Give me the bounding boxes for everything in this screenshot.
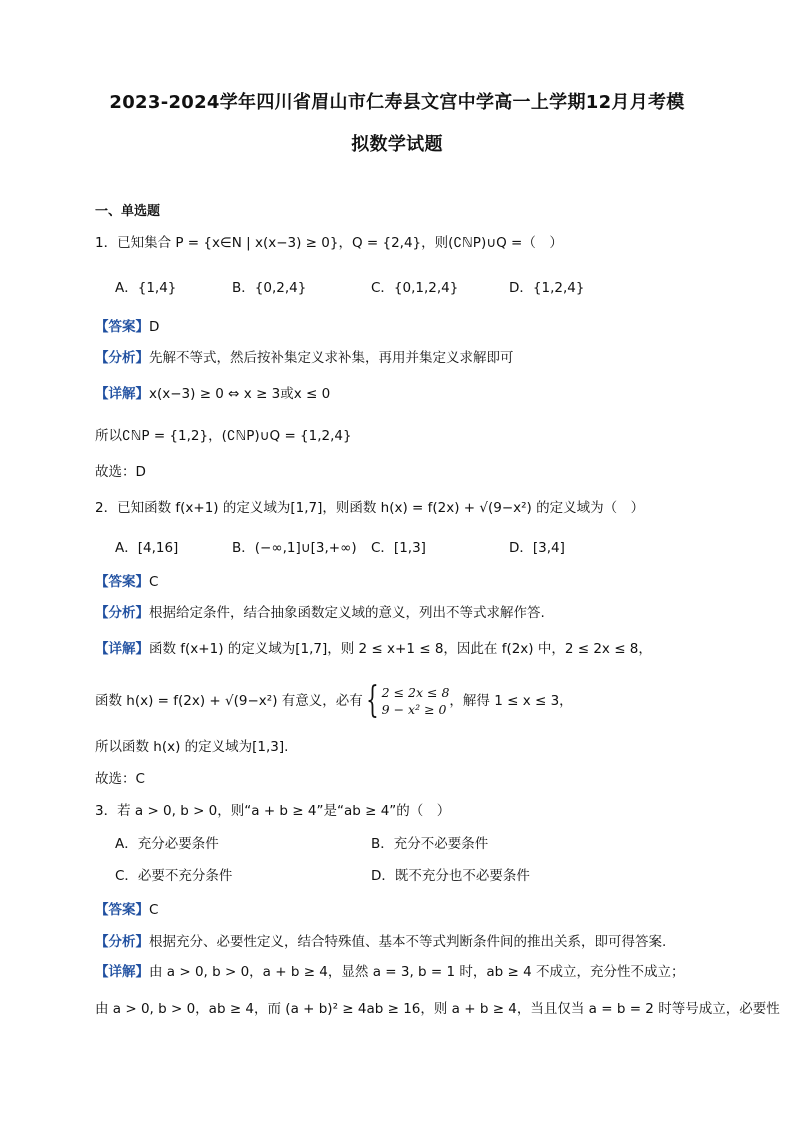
- question-1-stem: 1．已知集合 P = {x∈N | x(x−3) ≥ 0}，Q = {2,4}，则(∁ℕP)∪Q =（ ）: [95, 235, 563, 251]
- system-row-2: 9 − x² ≥ 0: [381, 702, 447, 717]
- answer-label: 【答案】: [95, 574, 149, 590]
- question-2-option-b: B．(−∞,1]∪[3,+∞): [232, 540, 357, 556]
- question-1-answer-row: [95, 317, 159, 337]
- detail-label: 【详解】: [95, 386, 149, 402]
- question-2-choose-row: [95, 769, 145, 789]
- inequality-system: [382, 684, 450, 718]
- question-3-option-a: A．充分必要条件: [115, 836, 219, 852]
- question-1-option-a: A．{1,4}: [115, 280, 177, 296]
- question-3-answer: C: [149, 902, 159, 918]
- question-2-detail-row: [95, 639, 652, 659]
- question-2-conclusion: 所以函数 h(x) 的定义域为[1,3].: [95, 739, 289, 755]
- question-1-choice: D: [135, 464, 146, 480]
- question-2-system-line: [95, 681, 573, 721]
- question-3-analysis: 根据充分、必要性定义，结合特殊值、基本不等式判断条件间的推出关系，即可得答案.: [149, 934, 667, 950]
- question-2-choice: C: [135, 771, 145, 787]
- analysis-label: 【分析】: [95, 350, 149, 366]
- brace-symbol: {: [365, 680, 379, 721]
- question-1-option-d: D．{1,2,4}: [509, 280, 585, 296]
- question-2-option-d: D．[3,4]: [509, 540, 565, 556]
- question-2-system-post: ，解得 1 ≤ x ≤ 3，: [449, 693, 573, 709]
- system-row-1: 2 ≤ 2x ≤ 8: [381, 685, 450, 700]
- question-1-analysis: 先解不等式，然后按补集定义求补集，再用并集定义求解即可: [149, 350, 514, 366]
- question-3-option-b: B．充分不必要条件: [371, 836, 489, 852]
- question-2-system-pre: 函数 h(x) = f(2x) + √(9−x²) 有意义，必有: [95, 693, 363, 709]
- question-2-analysis: 根据给定条件，结合抽象函数定义域的意义，列出不等式求解作答.: [149, 605, 545, 621]
- question-3-stem: 3．若 a > 0, b > 0，则“a + b ≥ 4”是“ab ≥ 4”的（ ）: [95, 803, 451, 819]
- document-title-line-1: 2023-2024学年四川省眉山市仁寿县文宫中学高一上学期12月月考模: [109, 92, 685, 113]
- choose-label: 故选：: [95, 464, 136, 480]
- question-1-solution-line: 所以∁ℕP = {1,2}，(∁ℕP)∪Q = {1,2,4}: [95, 428, 352, 444]
- question-1-option-b: B．{0,2,4}: [232, 280, 307, 296]
- section-heading: 一、单选题: [95, 204, 161, 219]
- choose-label: 故选：: [95, 771, 136, 787]
- question-2-stem: 2．已知函数 f(x+1) 的定义域为[1,7]，则函数 h(x) = f(2x) + √(9−x²) 的定义域为（ ）: [95, 500, 645, 516]
- question-2-option-c: C．[1,3]: [371, 540, 426, 556]
- question-3-answer-row: [95, 900, 158, 920]
- analysis-label: 【分析】: [95, 934, 149, 950]
- question-3-solution-line: 由 a > 0, b > 0，ab ≥ 4，而 (a + b)² ≥ 4ab ≥ 16，则 a + b ≥ 4，当且仅当 a = b = 2 时等号成立，必要性: [95, 1001, 780, 1017]
- question-1-analysis-row: [95, 348, 514, 368]
- question-2-analysis-row: [95, 603, 545, 623]
- question-1-answer: D: [149, 319, 160, 335]
- question-3-option-c: C．必要不充分条件: [115, 868, 233, 884]
- document-title-line-2: 拟数学试题: [351, 134, 443, 155]
- question-3-analysis-row: [95, 932, 666, 952]
- question-2-option-a: A．[4,16]: [115, 540, 179, 556]
- question-3-option-d: D．既不充分也不必要条件: [371, 868, 530, 884]
- question-3-detail: 由 a > 0, b > 0，a + b ≥ 4，显然 a = 3, b = 1 时，ab ≥ 4 不成立，充分性不成立；: [149, 964, 685, 980]
- question-1-detail: x(x−3) ≥ 0 ⇔ x ≥ 3或x ≤ 0: [149, 386, 331, 402]
- question-2-answer: C: [149, 574, 159, 590]
- answer-label: 【答案】: [95, 319, 149, 335]
- question-1-option-c: C．{0,1,2,4}: [371, 280, 459, 296]
- question-1-choose-row: [95, 462, 146, 482]
- detail-label: 【详解】: [95, 964, 149, 980]
- detail-label: 【详解】: [95, 641, 149, 657]
- answer-label: 【答案】: [95, 902, 149, 918]
- analysis-label: 【分析】: [95, 605, 149, 621]
- question-1-detail-row: [95, 384, 330, 404]
- question-3-detail-row: [95, 962, 685, 982]
- question-2-detail: 函数 f(x+1) 的定义域为[1,7]，则 2 ≤ x+1 ≤ 8，因此在 f(2x) 中，2 ≤ 2x ≤ 8，: [149, 641, 652, 657]
- question-2-answer-row: [95, 572, 158, 592]
